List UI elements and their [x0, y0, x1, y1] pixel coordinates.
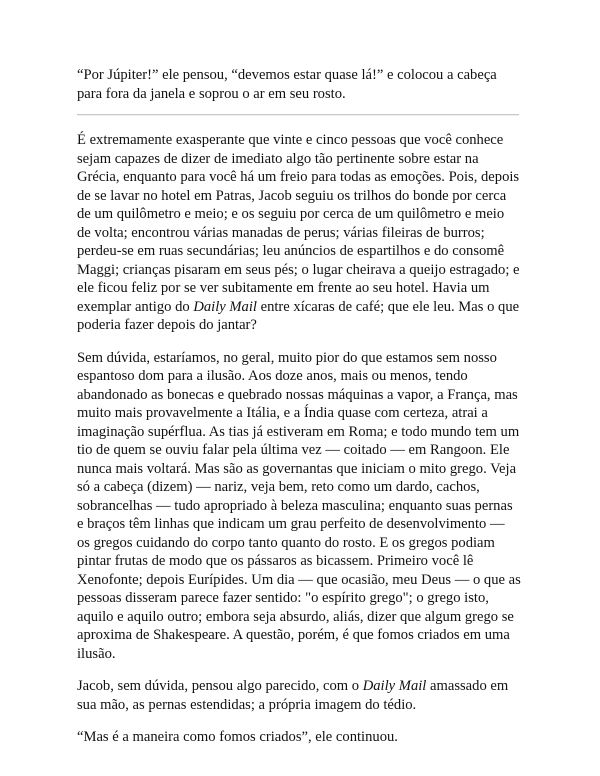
newspaper-title: Daily Mail [193, 298, 257, 315]
newspaper-title-2: Daily Mail [362, 678, 427, 694]
paragraph-5: “Mas é a maneira como fomos criados”, ele continuou. [77, 729, 398, 745]
paragraph-2-text-b: entre xícaras de café; que ele leu. Mas o que poderia fazer depois do jantar? [77, 298, 520, 333]
paragraph-2 [77, 131, 521, 335]
section-divider [77, 114, 519, 116]
paragraph-1: “Por Júpiter!” ele pensou, “devemos estar quase lá!” e colocou a cabeça para fora da janela e soprou o ar em seu rosto. [77, 67, 497, 102]
paragraph-2-text-a: É extremamente exasperante que vinte e cinco pessoas que você conhece sejam capazes de dizer de imediato algo tão pertinente sobre estar na Grécia, enquanto para você há um freio para todas as emoções. Pois, depois de se lavar no hotel em Patras, Jacob seguiu os trilhos do bonde por cerca de um quilômetro e meio; e os seguiu por cerca de um quilômetro e meio de volta; encontrou várias manadas de perus; várias fileiras de burros; perdeu-se em ruas secundárias; leu anúncios de espartilhos e do consomê Maggi; crianças pisaram em seus pés; o lugar cheirava a queijo estragado; e ele ficou feliz por se ver subitamente em frente ao seu hotel. Havia um exemplar antigo do [77, 132, 520, 315]
paragraph-3: Sem dúvida, estaríamos, no geral, muito pior do que estamos sem nosso espantoso dom para a ilusão. Aos doze anos, mais ou menos, tendo abandonado as bonecas e quebrado nossas máquinas a vapor, a França, mas muito mais provavelmente a Itália, e a Índia quase com certeza, atrai a imaginação supérflua. As tias já estiveram em Roma; e todo mundo tem um tio de quem se ouviu falar pela última vez — coitado — em Rangoon. Ele nunca mais voltará. Mas são as governantas que iniciam o mito grego. Veja só a cabeça (dizem) — nariz, veja bem, reto como um dardo, cachos, sobrancelhas — tudo apropriado à beleza masculina; enquanto suas pernas e braços têm linhas que indicam um grau perfeito de desenvolvimento — os gregos cuidando do corpo tanto quanto do rosto. E os gregos podiam pintar frutas de modo que os pássaros as bicassem. Primeiro você lê Xenofonte; depois Eurípides. Um dia — que ocasião, meu Deus — o que as pessoas disseram parece fazer sentido: "o espírito grego"; o grego isto, aquilo e aquilo outro; embora seja absurdo, aliás, dizer que algum grego se aproxima de Shakespeare. A questão, porém, é que fomos criados em uma ilusão. [77, 349, 521, 662]
paragraph-4-text-b: amassado em sua mão, as pernas estendidas; a própria imagem do tédio. [77, 678, 509, 713]
paragraph-4 [77, 677, 521, 714]
paragraph-4-text-a: Jacob, sem dúvida, pensou algo parecido, com o [77, 678, 363, 694]
